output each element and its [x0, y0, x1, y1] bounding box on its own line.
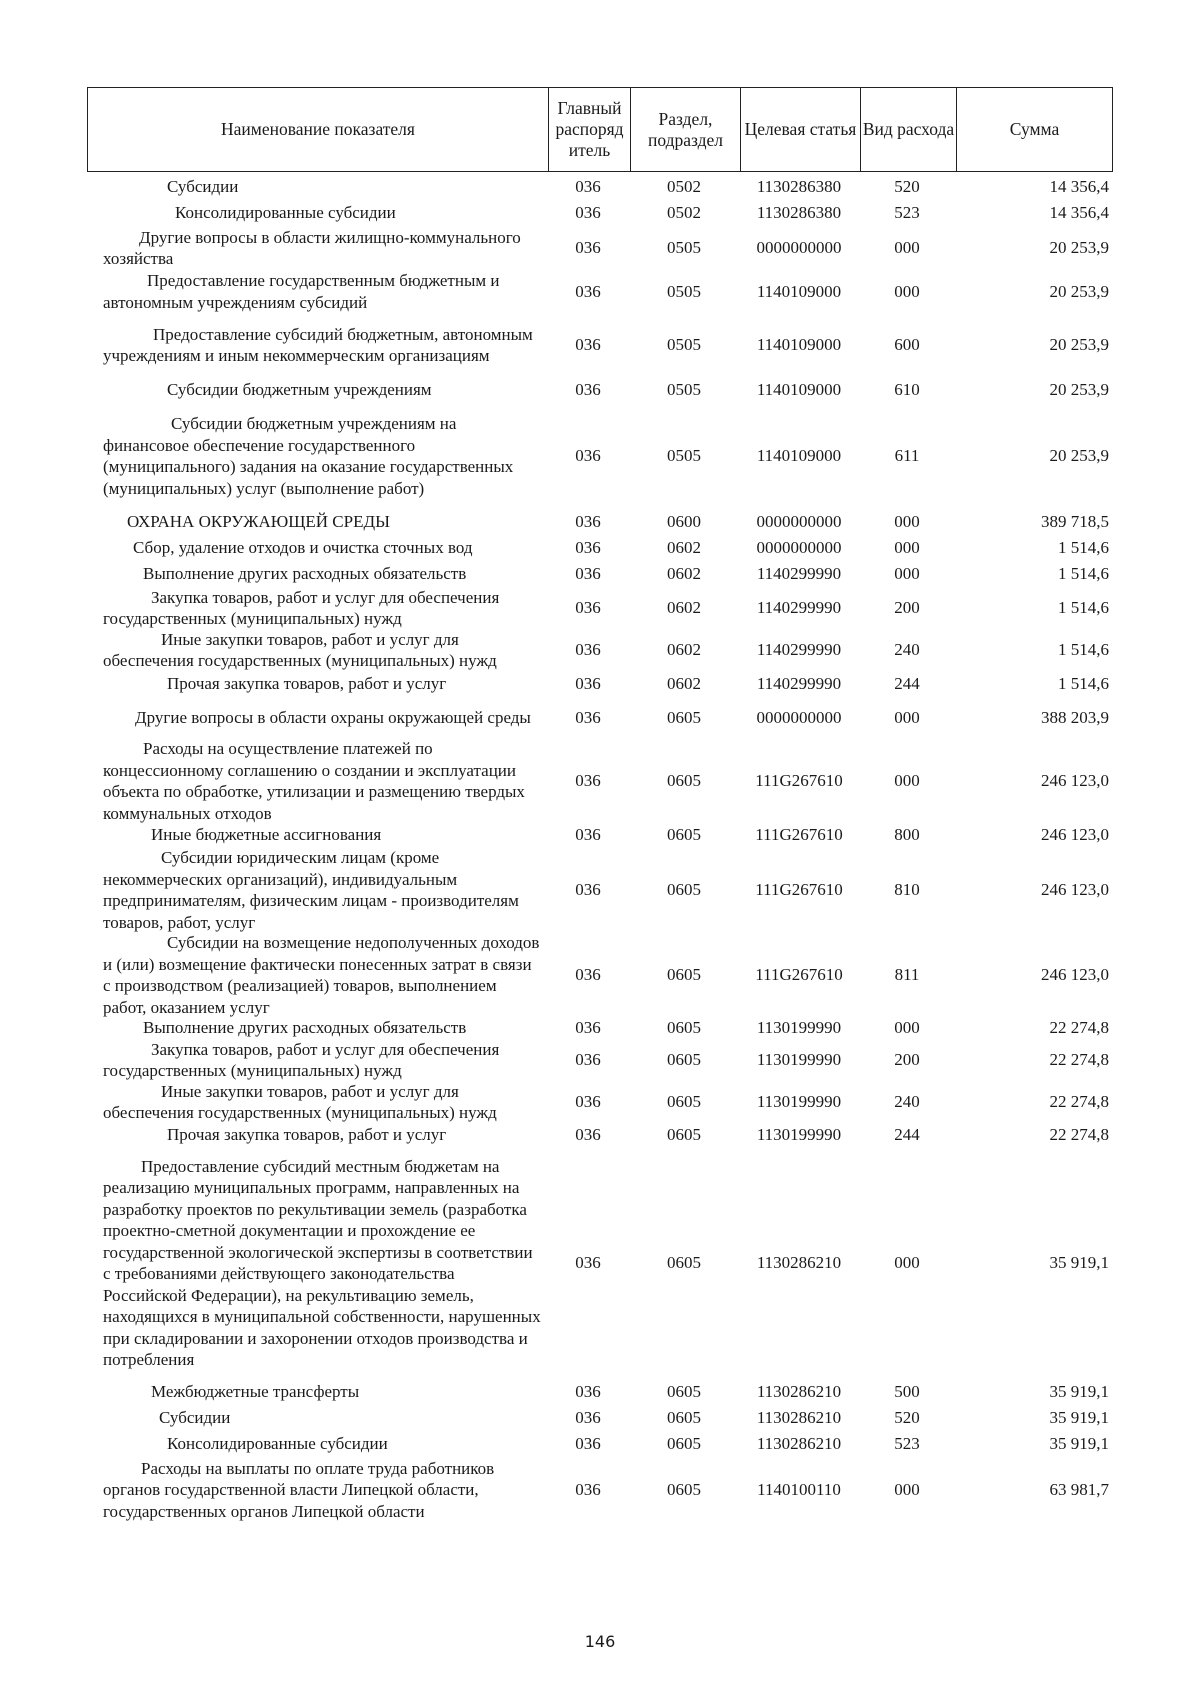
row-celevaya: 111G267610 — [755, 771, 843, 791]
row-summa: 22 274,8 — [1049, 1018, 1109, 1038]
table-row — [87, 629, 1113, 671]
row-razdel: 0505 — [667, 281, 701, 301]
page-number: 146 — [584, 1632, 616, 1651]
row-celevaya: 1140109000 — [756, 281, 842, 301]
row-name: Субсидии юридическим лицам (кроме некоммерческих организаций), индивидуальным предпринимателям, физическим лицам - производителям товаров, работ, услуг — [103, 848, 519, 932]
row-razdel: 0502 — [667, 177, 701, 197]
row-vid: 000 — [894, 708, 920, 728]
row-glavny: 036 — [575, 1125, 601, 1145]
header-name: Наименование показателя — [221, 119, 415, 139]
table-row — [87, 1039, 1113, 1081]
row-celevaya: 1130286380 — [756, 177, 842, 197]
table-row — [87, 313, 1113, 377]
row-vid: 244 — [894, 1125, 920, 1145]
row-razdel: 0605 — [667, 1092, 701, 1112]
row-name: Сбор, удаление отходов и очистка сточных вод — [133, 538, 473, 558]
row-name: Закупка товаров, работ и услуг для обеспечения государственных (муниципальных) нужд — [103, 1039, 500, 1080]
row-razdel: 0602 — [667, 674, 701, 694]
row-vid: 000 — [894, 281, 920, 301]
table-body — [87, 174, 1113, 1523]
row-celevaya: 1130199990 — [756, 1125, 842, 1145]
row-razdel: 0602 — [667, 564, 701, 584]
row-glavny: 036 — [575, 446, 601, 466]
row-summa: 20 253,9 — [1049, 380, 1109, 400]
row-glavny: 036 — [575, 203, 601, 223]
row-celevaya: 1140109000 — [756, 335, 842, 355]
row-summa: 22 274,8 — [1049, 1050, 1109, 1070]
row-celevaya: 1130286210 — [756, 1382, 842, 1402]
row-name: Закупка товаров, работ и услуг для обеспечения государственных (муниципальных) нужд — [103, 587, 500, 628]
row-celevaya: 1140100110 — [757, 1480, 841, 1500]
row-vid: 244 — [894, 674, 920, 694]
row-celevaya: 1140299990 — [756, 674, 842, 694]
row-name: Субсидии — [159, 1408, 231, 1428]
table-row — [87, 933, 1113, 1017]
row-vid: 200 — [894, 598, 920, 618]
row-name: Другие вопросы в области жилищно-коммунального хозяйства — [103, 227, 521, 268]
row-celevaya: 0000000000 — [756, 512, 842, 532]
row-vid: 000 — [894, 512, 920, 532]
row-razdel: 0505 — [667, 446, 701, 466]
row-vid: 500 — [894, 1382, 920, 1402]
row-celevaya: 1130286210 — [756, 1253, 842, 1273]
row-name: Предоставление государственным бюджетным и автономным учреждениям субсидий — [103, 271, 500, 312]
row-razdel: 0605 — [667, 771, 701, 791]
header-glavny-rasporyaditel: Главный распоряд итель — [548, 88, 630, 171]
row-name: Иные закупки товаров, работ и услуг для обеспечения государственных (муниципальных) нужд — [103, 629, 497, 670]
row-razdel: 0505 — [667, 238, 701, 258]
row-vid: 810 — [894, 880, 920, 900]
row-vid: 000 — [894, 564, 920, 584]
table-row — [87, 1431, 1113, 1457]
table-row — [87, 1081, 1113, 1123]
row-razdel: 0602 — [667, 598, 701, 618]
table-header — [87, 87, 1113, 172]
row-glavny: 036 — [575, 1092, 601, 1112]
row-glavny: 036 — [575, 880, 601, 900]
row-name: Расходы на осуществление платежей по концессионному соглашению о создании и эксплуатации объекта по обработке, утилизации и размещению твердых коммунальных отходов — [103, 739, 525, 823]
row-razdel: 0505 — [667, 335, 701, 355]
row-glavny: 036 — [575, 1050, 601, 1070]
row-vid: 000 — [894, 538, 920, 558]
row-summa: 1 514,6 — [1058, 538, 1109, 558]
row-vid: 600 — [894, 335, 920, 355]
row-name: Предоставление субсидий бюджетным, автономным учреждениям и иным некоммерческим организациям — [103, 324, 533, 365]
row-summa: 1 514,6 — [1058, 640, 1109, 660]
row-name: Субсидии — [167, 177, 239, 197]
table-row — [87, 377, 1113, 403]
row-name: Консолидированные субсидии — [175, 203, 396, 223]
row-summa: 246 123,0 — [1041, 825, 1109, 845]
row-celevaya: 1130199990 — [756, 1018, 842, 1038]
row-name: Консолидированные субсидии — [167, 1434, 388, 1454]
row-razdel: 0605 — [667, 965, 701, 985]
row-name: Прочая закупка товаров, работ и услуг — [167, 674, 447, 694]
row-celevaya: 0000000000 — [756, 238, 842, 258]
row-summa: 389 718,5 — [1041, 512, 1109, 532]
row-summa: 1 514,6 — [1058, 674, 1109, 694]
row-razdel: 0605 — [667, 708, 701, 728]
row-vid: 523 — [894, 203, 920, 223]
row-summa: 35 919,1 — [1049, 1434, 1109, 1454]
table-row — [87, 1123, 1113, 1147]
row-celevaya: 1130286210 — [756, 1408, 842, 1428]
row-summa: 20 253,9 — [1049, 335, 1109, 355]
table-row — [87, 403, 1113, 509]
table-row — [87, 200, 1113, 226]
row-name: Субсидии на возмещение недополученных доходов и (или) возмещение фактически понесенных затрат в связи с производством (реализацией) товаров, выполнением работ, оказанием услуг — [103, 933, 540, 1017]
row-vid: 611 — [894, 446, 920, 466]
row-celevaya: 111G267610 — [755, 965, 843, 985]
table-row — [87, 1147, 1113, 1379]
row-name: Прочая закупка товаров, работ и услуг — [167, 1125, 447, 1145]
row-summa: 1 514,6 — [1058, 564, 1109, 584]
header-vid-raskhoda: Вид расхода — [860, 88, 956, 171]
row-glavny: 036 — [575, 1382, 601, 1402]
table-row — [87, 671, 1113, 697]
row-vid: 610 — [894, 380, 920, 400]
row-name: Предоставление субсидий местным бюджетам на реализацию муниципальных программ, направленных на разработку проектов по рекультивации земель (разработка проектно-сметной документации и прохождение ее государственной экологической экспертизы в соответствии с требованиями действующего законодательства Российской Федерации), на рекультивацию земель, находящихся в муниципальной собственности, нарушенных при складировании и захоронении отходов производства и потребления — [103, 1156, 541, 1369]
header-celevaya-statya: Целевая статья — [740, 88, 860, 171]
row-glavny: 036 — [575, 177, 601, 197]
row-glavny: 036 — [575, 965, 601, 985]
row-glavny: 036 — [575, 1480, 601, 1500]
row-celevaya: 1140109000 — [756, 380, 842, 400]
row-glavny: 036 — [575, 674, 601, 694]
row-summa: 22 274,8 — [1049, 1125, 1109, 1145]
header-razdel-podrazdel: Раздел, подраздел — [630, 88, 740, 171]
row-razdel: 0600 — [667, 512, 701, 532]
row-razdel: 0605 — [667, 1434, 701, 1454]
row-razdel: 0605 — [667, 1382, 701, 1402]
row-razdel: 0505 — [667, 380, 701, 400]
row-name: Расходы на выплаты по оплате труда работников органов государственной власти Липецкой области, государственных органов Липецкой области — [103, 1458, 495, 1521]
row-summa: 35 919,1 — [1049, 1253, 1109, 1273]
row-celevaya: 1140299990 — [756, 564, 842, 584]
row-celevaya: 1130286380 — [756, 203, 842, 223]
table-row — [87, 587, 1113, 629]
row-razdel: 0502 — [667, 203, 701, 223]
row-glavny: 036 — [575, 564, 601, 584]
row-vid: 811 — [894, 965, 920, 985]
row-summa: 63 981,7 — [1049, 1480, 1109, 1500]
row-razdel: 0602 — [667, 538, 701, 558]
row-glavny: 036 — [575, 380, 601, 400]
row-vid: 000 — [894, 1253, 920, 1273]
table-row — [87, 561, 1113, 587]
row-razdel: 0605 — [667, 1125, 701, 1145]
row-summa: 35 919,1 — [1049, 1408, 1109, 1428]
table-row — [87, 1405, 1113, 1431]
row-razdel: 0605 — [667, 1408, 701, 1428]
row-summa: 246 123,0 — [1041, 965, 1109, 985]
row-razdel: 0605 — [667, 1253, 701, 1273]
row-glavny: 036 — [575, 825, 601, 845]
row-vid: 000 — [894, 771, 920, 791]
row-glavny: 036 — [575, 771, 601, 791]
table-row — [87, 823, 1113, 847]
row-celevaya: 0000000000 — [756, 538, 842, 558]
row-glavny: 036 — [575, 238, 601, 258]
row-name: Иные закупки товаров, работ и услуг для обеспечения государственных (муниципальных) нужд — [103, 1081, 497, 1122]
row-summa: 246 123,0 — [1041, 771, 1109, 791]
row-razdel: 0605 — [667, 880, 701, 900]
row-glavny: 036 — [575, 640, 601, 660]
row-name: Межбюджетные трансферты — [151, 1382, 360, 1402]
table-row — [87, 270, 1113, 313]
row-celevaya: 0000000000 — [756, 708, 842, 728]
row-razdel: 0605 — [667, 1050, 701, 1070]
row-name: Выполнение других расходных обязательств — [143, 564, 467, 584]
row-vid: 523 — [894, 1434, 920, 1454]
row-glavny: 036 — [575, 1408, 601, 1428]
row-vid: 520 — [894, 1408, 920, 1428]
row-name: Иные бюджетные ассигнования — [151, 825, 382, 845]
row-celevaya: 1140109000 — [756, 446, 842, 466]
row-razdel: 0602 — [667, 640, 701, 660]
row-glavny: 036 — [575, 281, 601, 301]
row-summa: 35 919,1 — [1049, 1382, 1109, 1402]
row-celevaya: 1140299990 — [756, 640, 842, 660]
row-razdel: 0605 — [667, 1018, 701, 1038]
row-vid: 000 — [894, 1018, 920, 1038]
row-summa: 22 274,8 — [1049, 1092, 1109, 1112]
row-vid: 520 — [894, 177, 920, 197]
row-vid: 200 — [894, 1050, 920, 1070]
row-vid: 800 — [894, 825, 920, 845]
row-glavny: 036 — [575, 512, 601, 532]
row-celevaya: 1130199990 — [756, 1092, 842, 1112]
row-summa: 246 123,0 — [1041, 880, 1109, 900]
row-celevaya: 1140299990 — [756, 598, 842, 618]
table-row — [87, 1017, 1113, 1039]
row-name: ОХРАНА ОКРУЖАЮЩЕЙ СРЕДЫ — [127, 512, 390, 532]
row-vid: 240 — [894, 640, 920, 660]
row-glavny: 036 — [575, 1434, 601, 1454]
row-summa: 20 253,9 — [1049, 281, 1109, 301]
table-row — [87, 1457, 1113, 1523]
table-row — [87, 509, 1113, 535]
row-summa: 14 356,4 — [1049, 203, 1109, 223]
row-vid: 000 — [894, 1480, 920, 1500]
row-celevaya: 111G267610 — [755, 825, 843, 845]
header-summa: Сумма — [956, 88, 1112, 171]
table-row — [87, 847, 1113, 933]
row-razdel: 0605 — [667, 1480, 701, 1500]
row-razdel: 0605 — [667, 825, 701, 845]
table-row — [87, 226, 1113, 270]
row-celevaya: 1130286210 — [756, 1434, 842, 1454]
row-name: Субсидии бюджетным учреждениям на финансовое обеспечение государственного (муниципального) задания на оказание государственных (муниципальных) услуг (выполнение работ) — [103, 414, 514, 498]
row-glavny: 036 — [575, 1253, 601, 1273]
row-summa: 20 253,9 — [1049, 238, 1109, 258]
table-row — [87, 739, 1113, 823]
row-name: Выполнение других расходных обязательств — [143, 1018, 467, 1038]
row-glavny: 036 — [575, 335, 601, 355]
row-glavny: 036 — [575, 708, 601, 728]
row-summa: 388 203,9 — [1041, 708, 1109, 728]
row-celevaya: 111G267610 — [755, 880, 843, 900]
table-row — [87, 1379, 1113, 1405]
table-row — [87, 535, 1113, 561]
row-name: Другие вопросы в области охраны окружающей среды — [135, 708, 531, 728]
table-row — [87, 697, 1113, 739]
table-row — [87, 174, 1113, 200]
row-name: Субсидии бюджетным учреждениям — [167, 380, 432, 400]
row-glavny: 036 — [575, 1018, 601, 1038]
row-summa: 14 356,4 — [1049, 177, 1109, 197]
row-vid: 240 — [894, 1092, 920, 1112]
row-celevaya: 1130199990 — [756, 1050, 842, 1070]
row-summa: 1 514,6 — [1058, 598, 1109, 618]
row-glavny: 036 — [575, 598, 601, 618]
row-summa: 20 253,9 — [1049, 446, 1109, 466]
row-vid: 000 — [894, 238, 920, 258]
row-glavny: 036 — [575, 538, 601, 558]
